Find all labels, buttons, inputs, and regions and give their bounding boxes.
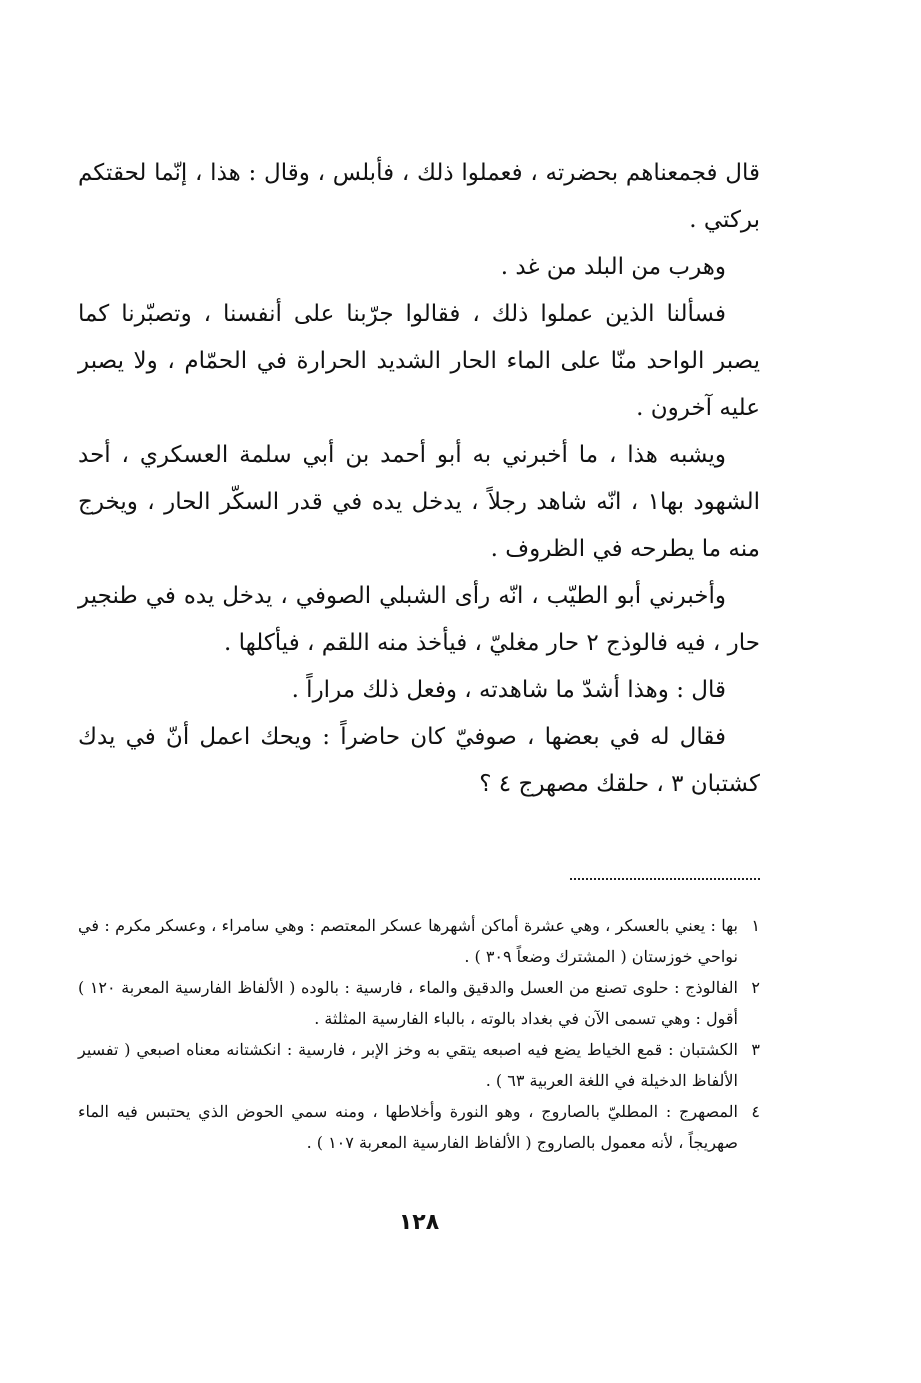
page-number: ١٢٨ bbox=[398, 1210, 440, 1235]
paragraph-7: فقال له في بعضها ، صوفيّ كان حاضراً : ويحك اعمل أنّ في يدك كشتبان ٣ ، حلقك مصهرج ٤ ؟ bbox=[78, 724, 760, 797]
footnote-number: ١ bbox=[751, 916, 760, 935]
footnote-text: الكشتبان : قمع الخياط يضع فيه اصبعه يتقي به وخز الإبر ، فارسية : انكشتانه معناه اصبعي ( تفسير الألفاظ الدخيلة في اللغة العربية ٦٣ ) . bbox=[78, 1040, 738, 1090]
footnote-1 bbox=[78, 910, 760, 972]
paragraph-2: وهرب من البلد من غد . bbox=[500, 254, 726, 280]
book-page bbox=[78, 150, 760, 1270]
paragraph-1: قال فجمعناهم بحضرته ، فعملوا ذلك ، فأبلس ، وقال : هذا ، إنّما لحقتكم بركتي . bbox=[78, 160, 760, 233]
footnote-number: ٢ bbox=[751, 978, 760, 997]
footnote-text: الفالوذج : حلوى تصنع من العسل والدقيق والماء ، فارسية : بالوده ( الألفاظ الفارسية المعربة ١٢٠ ) أقول : وهي تسمى الآن في بغداد بالوته ، بالباء الفارسية المثلثة . bbox=[78, 978, 738, 1028]
footnote-text: بها : يعني بالعسكر ، وهي عشرة أماكن أشهرها عسكر المعتصم : وهي سامراء ، وعسكر مكرم : في نواحي خوزستان ( المشترك وضعاً ٣٠٩ ) . bbox=[78, 916, 738, 966]
paragraph-4: ويشبه هذا ، ما أخبرني به أبو أحمد بن أبي سلمة العسكري ، أحد الشهود بها١ ، انّه شاهد رجلاً ، يدخل يده في قدر السكّر الحار ، ويخرج منه ما يطرحه في الظروف . bbox=[78, 442, 761, 562]
main-text bbox=[78, 150, 760, 808]
footnote-number: ٤ bbox=[751, 1102, 760, 1121]
footnote-divider bbox=[570, 878, 760, 880]
paragraph-5: وأخبرني أبو الطيّب ، انّه رأى الشبلي الصوفي ، يدخل يده في طنجير حار ، فيه فالوذج ٢ حار مغليّ ، فيأخذ منه اللقم ، فيأكلها . bbox=[78, 583, 760, 656]
footnotes bbox=[78, 910, 760, 1158]
footnote-2 bbox=[78, 972, 760, 1034]
paragraph-6: قال : وهذا أشدّ ما شاهدته ، وفعل ذلك مراراً . bbox=[291, 677, 726, 703]
footnote-text: المصهرج : المطليّ بالصاروج ، وهو النورة وأخلاطها ، ومنه سمي الحوض الذي يحتبس فيه الماء صهريجاً ، لأنه معمول بالصاروج ( الألفاظ الفارسية المعربة ١٠٧ ) . bbox=[78, 1102, 738, 1152]
paragraph-3: فسألنا الذين عملوا ذلك ، فقالوا جرّبنا على أنفسنا ، وتصبّرنا كما يصبر الواحد منّا على الماء الحار الشديد الحرارة في الحمّام ، ولا يصبر عليه آخرون . bbox=[78, 301, 760, 421]
footnote-number: ٣ bbox=[751, 1040, 760, 1059]
footnote-3 bbox=[78, 1034, 760, 1096]
footnote-4 bbox=[78, 1096, 760, 1158]
